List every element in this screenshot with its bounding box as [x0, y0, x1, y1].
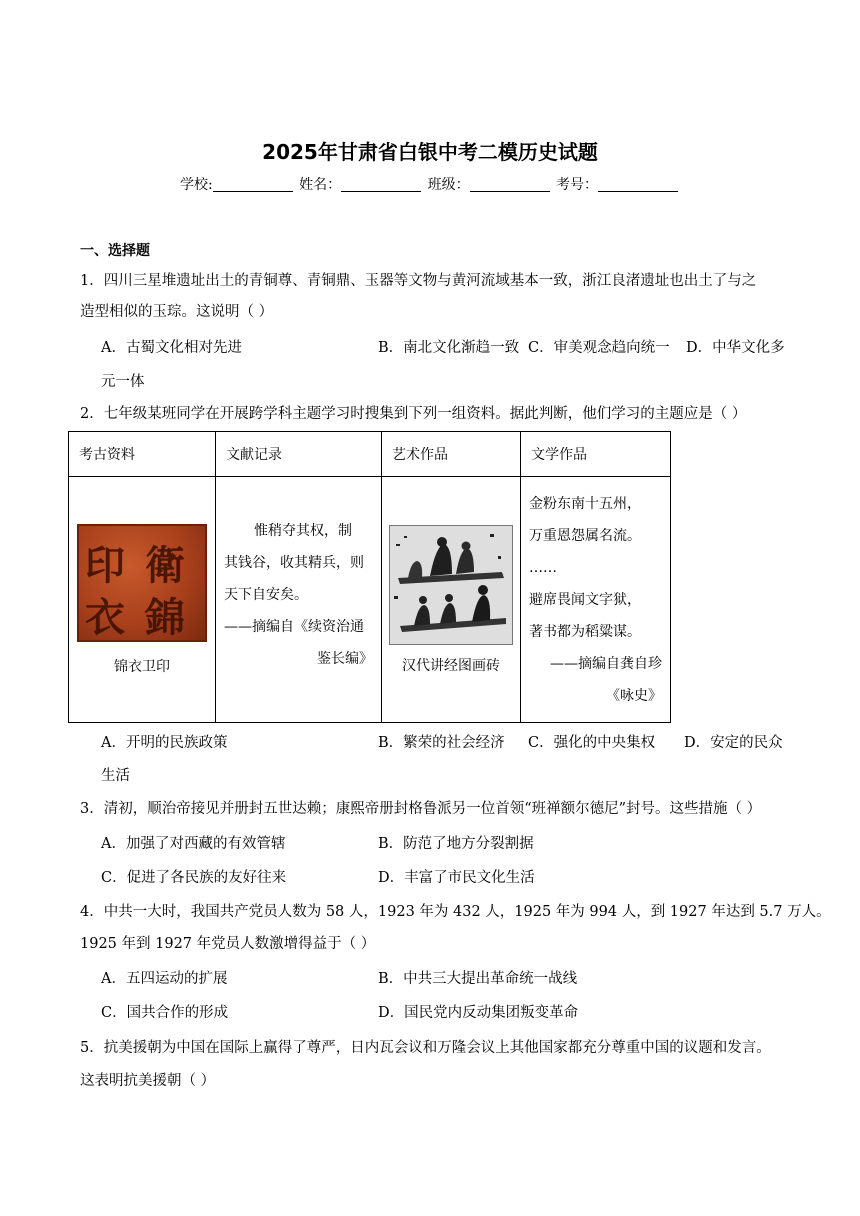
number-blank[interactable] — [598, 176, 678, 192]
q4-option-c[interactable]: C．国共合作的形成 — [101, 1005, 229, 1021]
student-info-line — [0, 174, 860, 194]
q3-option-b[interactable]: B．防范了地方分裂割据 — [378, 836, 534, 852]
doc-line-3: 天下自安矣。 — [224, 586, 308, 603]
q2-stem-line1: 2．七年级某班同学在开展跨学科主题学习时搜集到下列一组资料。据此判断，他们学习的主题应是（ ） — [80, 406, 747, 422]
art-cell — [382, 477, 521, 723]
q5-stem-line1: 5．抗美援朝为中国在国际上赢得了尊严，日内瓦会议和万隆会议上其他国家都充分尊重中国的议题和发言。 — [80, 1040, 771, 1056]
q5-stem-line2: 这表明抗美援朝（ ） — [80, 1073, 216, 1089]
q2-option-d[interactable]: D．安定的民众 — [684, 735, 783, 751]
q1-option-d-cont: 元一体 — [101, 374, 145, 390]
header-documents: 文献记录 — [216, 432, 382, 477]
q2-option-c[interactable]: C．强化的中央集权 — [528, 735, 656, 751]
lit-line-1: 金粉东南十五州， — [529, 495, 641, 512]
q4-option-d[interactable]: D．国民党内反动集团叛变革命 — [378, 1005, 579, 1021]
q1-option-c[interactable]: C．审美观念趋向统一 — [528, 340, 670, 356]
seal-caption: 锦衣卫印 — [114, 658, 170, 675]
lit-line-5: 著书都为稻粱谋。 — [529, 623, 641, 640]
q3-option-c[interactable]: C．促进了各民族的友好往来 — [101, 870, 287, 886]
header-archaeology: 考古资料 — [69, 432, 216, 477]
page-title: 2025年甘肃省白银中考二模历史试题 — [262, 140, 598, 164]
header-art: 艺术作品 — [382, 432, 521, 477]
q1-stem-line1: 1．四川三星堆遗址出土的青铜尊、青铜鼎、玉器等文物与黄河流域基本一致，浙江良渚遗址也出土了与之 — [80, 273, 757, 289]
q1-option-a[interactable]: A．古蜀文化相对先进 — [101, 340, 242, 356]
lecture-brick-image — [389, 525, 513, 645]
q1-stem-line2: 造型相似的玉琮。这说明（ ） — [80, 304, 274, 320]
lit-line-7: 《咏史》 — [606, 687, 662, 704]
lit-line-2: 万重恩怨属名流。 — [529, 527, 641, 544]
q4-stem-line1: 4．中共一大时，我国共产党员人数为 58 人，1923 年为 432 人，1925 年为 994 人，到 1927 年达到 5.7 万人。 — [80, 904, 831, 920]
q2-option-d-cont: 生活 — [101, 768, 130, 784]
q3-option-d[interactable]: D．丰富了市民文化生活 — [378, 870, 535, 886]
doc-line-2: 其钱谷，收其精兵，则 — [224, 554, 364, 571]
q3-option-a[interactable]: A．加强了对西藏的有效管辖 — [101, 836, 286, 852]
name-label: 姓名： — [299, 177, 342, 193]
lit-line-3: …… — [529, 559, 557, 576]
class-label: 班级： — [427, 177, 470, 193]
q1-option-d[interactable]: D．中华文化多 — [686, 340, 785, 356]
document-cell — [216, 477, 382, 723]
q2-option-b[interactable]: B．繁荣的社会经济 — [378, 735, 505, 751]
seal-image: 印 衛 衣 錦 — [77, 524, 207, 642]
header-literature: 文学作品 — [521, 432, 671, 477]
school-label: 学校: — [179, 177, 213, 193]
literature-cell — [521, 477, 671, 723]
doc-line-5: 鉴长编》 — [317, 650, 373, 667]
q2-material-table — [68, 431, 671, 723]
q1-option-b[interactable]: B．南北文化渐趋一致 — [378, 340, 520, 356]
q4-option-a[interactable]: A．五四运动的扩展 — [101, 971, 228, 987]
class-blank[interactable] — [470, 176, 550, 192]
q3-stem-line1: 3．清初，顺治帝接见并册封五世达赖；康熙帝册封格鲁派另一位首领“班禅额尔德尼”封号。这些措施（ ） — [80, 801, 762, 817]
doc-line-4: ——摘编自《续资治通 — [224, 618, 364, 635]
school-blank[interactable] — [213, 176, 293, 192]
q4-option-b[interactable]: B．中共三大提出革命统一战线 — [378, 971, 578, 987]
number-label: 考号： — [556, 177, 599, 193]
doc-line-1: 惟稍夺其权，制 — [254, 522, 352, 539]
art-caption: 汉代讲经图画砖 — [402, 657, 500, 674]
name-blank[interactable] — [341, 176, 421, 192]
archaeology-cell — [69, 477, 216, 723]
q4-stem-line2: 1925 年到 1927 年党员人数激增得益于（ ） — [80, 936, 376, 952]
section-heading: 一、选择题 — [80, 243, 150, 259]
lit-line-4: 避席畏闻文字狱， — [529, 591, 641, 608]
q2-option-a[interactable]: A．开明的民族政策 — [101, 735, 228, 751]
lit-line-6: ——摘编自龚自珍 — [550, 655, 662, 672]
